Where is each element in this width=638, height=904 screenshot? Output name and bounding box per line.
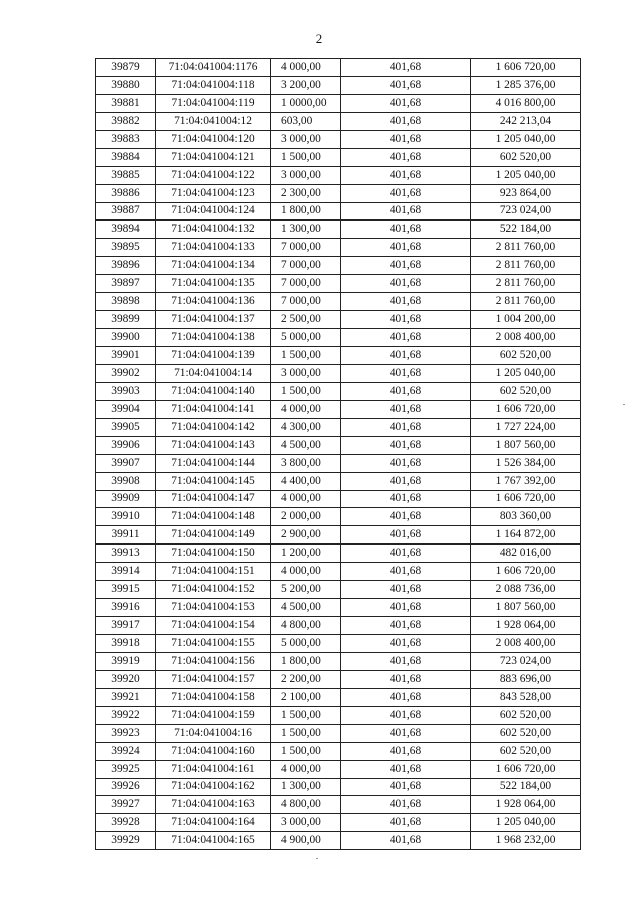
area-cell: 1 500,00 (271, 148, 341, 166)
cadastral-value-cell: 1 606 720,00 (471, 59, 581, 77)
cadastral-number-cell: 71:04:041004:150 (156, 544, 271, 562)
specific-value-cell: 401,68 (341, 670, 471, 688)
cadastral-number-cell: 71:04:041004:135 (156, 275, 271, 293)
specific-value-cell: 401,68 (341, 166, 471, 184)
area-cell: 4 000,00 (271, 400, 341, 418)
cadastral-value-cell: 1 004 200,00 (471, 311, 581, 329)
cadastral-value-cell: 1 968 232,00 (471, 832, 581, 850)
row-number-cell: 39880 (96, 76, 156, 94)
specific-value-cell: 401,68 (341, 832, 471, 850)
table-row (96, 706, 581, 724)
specific-value-cell: 401,68 (341, 112, 471, 130)
land-cadastral-value-table (95, 58, 581, 850)
cadastral-value-cell: 1 205 040,00 (471, 814, 581, 832)
table-row (96, 166, 581, 184)
specific-value-cell: 401,68 (341, 347, 471, 365)
row-number-cell: 39929 (96, 832, 156, 850)
specific-value-cell: 401,68 (341, 688, 471, 706)
cadastral-number-cell: 71:04:041004:161 (156, 760, 271, 778)
cadastral-value-cell: 4 016 800,00 (471, 94, 581, 112)
row-number-cell: 39914 (96, 563, 156, 581)
row-number-cell: 39910 (96, 508, 156, 526)
cadastral-value-cell: 2 811 760,00 (471, 239, 581, 257)
table-row (96, 742, 581, 760)
cadastral-value-cell: 1 606 720,00 (471, 760, 581, 778)
specific-value-cell: 401,68 (341, 364, 471, 382)
specific-value-cell: 401,68 (341, 382, 471, 400)
row-number-cell: 39884 (96, 148, 156, 166)
cadastral-number-cell: 71:04:041004:138 (156, 329, 271, 347)
area-cell: 1 500,00 (271, 706, 341, 724)
area-cell: 3 800,00 (271, 454, 341, 472)
cadastral-value-cell: 1 807 560,00 (471, 599, 581, 617)
area-cell: 1 500,00 (271, 742, 341, 760)
cadastral-value-cell: 1 285 376,00 (471, 76, 581, 94)
cadastral-number-cell: 71:04:041004:163 (156, 796, 271, 814)
cadastral-number-cell: 71:04:041004:149 (156, 526, 271, 544)
table-row (96, 400, 581, 418)
specific-value-cell: 401,68 (341, 76, 471, 94)
row-number-cell: 39882 (96, 112, 156, 130)
cadastral-value-cell: 2 008 400,00 (471, 329, 581, 347)
cadastral-value-cell: 1 606 720,00 (471, 563, 581, 581)
specific-value-cell: 401,68 (341, 436, 471, 454)
scan-speck (316, 858, 318, 859)
table-row (96, 724, 581, 742)
row-number-cell: 39895 (96, 239, 156, 257)
specific-value-cell: 401,68 (341, 257, 471, 275)
area-cell: 4 000,00 (271, 490, 341, 508)
specific-value-cell: 401,68 (341, 329, 471, 347)
table-body (96, 59, 581, 850)
table-row (96, 832, 581, 850)
specific-value-cell: 401,68 (341, 472, 471, 490)
table-row (96, 94, 581, 112)
specific-value-cell: 401,68 (341, 130, 471, 148)
cadastral-value-cell: 602 520,00 (471, 347, 581, 365)
specific-value-cell: 401,68 (341, 581, 471, 599)
table-row (96, 311, 581, 329)
specific-value-cell: 401,68 (341, 796, 471, 814)
area-cell: 4 000,00 (271, 59, 341, 77)
area-cell: 2 100,00 (271, 688, 341, 706)
table-row (96, 220, 581, 238)
table-row (96, 257, 581, 275)
specific-value-cell: 401,68 (341, 59, 471, 77)
area-cell: 2 500,00 (271, 311, 341, 329)
table-row (96, 275, 581, 293)
area-cell: 2 000,00 (271, 508, 341, 526)
table-row (96, 436, 581, 454)
row-number-cell: 39913 (96, 544, 156, 562)
cadastral-number-cell: 71:04:041004:14 (156, 364, 271, 382)
table-row (96, 472, 581, 490)
area-cell: 4 300,00 (271, 418, 341, 436)
area-cell: 5 200,00 (271, 581, 341, 599)
specific-value-cell: 401,68 (341, 400, 471, 418)
table-row (96, 617, 581, 635)
cadastral-value-cell: 1 767 392,00 (471, 472, 581, 490)
row-number-cell: 39902 (96, 364, 156, 382)
cadastral-number-cell: 71:04:041004:162 (156, 778, 271, 796)
page-number: 2 (315, 31, 323, 46)
area-cell: 7 000,00 (271, 239, 341, 257)
area-cell: 4 900,00 (271, 832, 341, 850)
cadastral-value-cell: 1 164 872,00 (471, 526, 581, 544)
specific-value-cell: 401,68 (341, 275, 471, 293)
cadastral-number-cell: 71:04:041004:143 (156, 436, 271, 454)
row-number-cell: 39923 (96, 724, 156, 742)
area-cell: 7 000,00 (271, 275, 341, 293)
specific-value-cell: 401,68 (341, 778, 471, 796)
cadastral-number-cell: 71:04:041004:136 (156, 293, 271, 311)
row-number-cell: 39898 (96, 293, 156, 311)
area-cell: 1 800,00 (271, 202, 341, 220)
area-cell: 4 400,00 (271, 472, 341, 490)
table-row (96, 526, 581, 544)
scan-speck (623, 404, 625, 405)
table-row (96, 184, 581, 202)
cadastral-value-cell: 602 520,00 (471, 724, 581, 742)
cadastral-number-cell: 71:04:041004:154 (156, 617, 271, 635)
cadastral-value-cell: 602 520,00 (471, 742, 581, 760)
cadastral-number-cell: 71:04:041004:158 (156, 688, 271, 706)
table-row (96, 454, 581, 472)
cadastral-number-cell: 71:04:041004:160 (156, 742, 271, 760)
cadastral-value-cell: 923 864,00 (471, 184, 581, 202)
row-number-cell: 39894 (96, 220, 156, 238)
table-row (96, 599, 581, 617)
cadastral-value-cell: 1 928 064,00 (471, 796, 581, 814)
specific-value-cell: 401,68 (341, 706, 471, 724)
row-number-cell: 39917 (96, 617, 156, 635)
table-row (96, 670, 581, 688)
specific-value-cell: 401,68 (341, 635, 471, 653)
cadastral-value-cell: 242 213,04 (471, 112, 581, 130)
cadastral-number-cell: 71:04:041004:165 (156, 832, 271, 850)
area-cell: 3 000,00 (271, 364, 341, 382)
cadastral-value-cell: 1 205 040,00 (471, 130, 581, 148)
cadastral-number-cell: 71:04:041004:147 (156, 490, 271, 508)
area-cell: 1 300,00 (271, 778, 341, 796)
area-cell: 4 000,00 (271, 760, 341, 778)
cadastral-number-cell: 71:04:041004:159 (156, 706, 271, 724)
specific-value-cell: 401,68 (341, 490, 471, 508)
specific-value-cell: 401,68 (341, 724, 471, 742)
cadastral-number-cell: 71:04:041004:118 (156, 76, 271, 94)
cadastral-number-cell: 71:04:041004:132 (156, 220, 271, 238)
table-row (96, 563, 581, 581)
area-cell: 4 500,00 (271, 599, 341, 617)
table-row (96, 59, 581, 77)
row-number-cell: 39927 (96, 796, 156, 814)
row-number-cell: 39905 (96, 418, 156, 436)
row-number-cell: 39909 (96, 490, 156, 508)
specific-value-cell: 401,68 (341, 311, 471, 329)
cadastral-value-cell: 723 024,00 (471, 652, 581, 670)
table-row (96, 382, 581, 400)
cadastral-value-cell: 843 528,00 (471, 688, 581, 706)
row-number-cell: 39918 (96, 635, 156, 653)
table-row (96, 688, 581, 706)
area-cell: 1 200,00 (271, 544, 341, 562)
row-number-cell: 39915 (96, 581, 156, 599)
cadastral-value-cell: 2 008 400,00 (471, 635, 581, 653)
cadastral-number-cell: 71:04:041004:141 (156, 400, 271, 418)
cadastral-value-cell: 1 526 384,00 (471, 454, 581, 472)
specific-value-cell: 401,68 (341, 293, 471, 311)
row-number-cell: 39908 (96, 472, 156, 490)
cadastral-number-cell: 71:04:041004:122 (156, 166, 271, 184)
cadastral-value-cell: 2 811 760,00 (471, 257, 581, 275)
table-row (96, 76, 581, 94)
cadastral-number-cell: 71:04:041004:164 (156, 814, 271, 832)
row-number-cell: 39926 (96, 778, 156, 796)
specific-value-cell: 401,68 (341, 599, 471, 617)
row-number-cell: 39925 (96, 760, 156, 778)
row-number-cell: 39901 (96, 347, 156, 365)
cadastral-value-cell: 1 606 720,00 (471, 400, 581, 418)
area-cell: 2 200,00 (271, 670, 341, 688)
area-cell: 3 000,00 (271, 130, 341, 148)
cadastral-number-cell: 71:04:041004:137 (156, 311, 271, 329)
area-cell: 3 200,00 (271, 76, 341, 94)
table-row (96, 635, 581, 653)
area-cell: 1 300,00 (271, 220, 341, 238)
table-row (96, 418, 581, 436)
specific-value-cell: 401,68 (341, 742, 471, 760)
cadastral-value-cell: 1 928 064,00 (471, 617, 581, 635)
row-number-cell: 39896 (96, 257, 156, 275)
specific-value-cell: 401,68 (341, 814, 471, 832)
cadastral-number-cell: 71:04:041004:145 (156, 472, 271, 490)
area-cell: 1 500,00 (271, 724, 341, 742)
cadastral-value-cell: 1 727 224,00 (471, 418, 581, 436)
table-row (96, 508, 581, 526)
cadastral-number-cell: 71:04:041004:16 (156, 724, 271, 742)
area-cell: 7 000,00 (271, 257, 341, 275)
specific-value-cell: 401,68 (341, 202, 471, 220)
table-row (96, 364, 581, 382)
cadastral-number-cell: 71:04:041004:119 (156, 94, 271, 112)
table-row (96, 778, 581, 796)
row-number-cell: 39920 (96, 670, 156, 688)
area-cell: 1 500,00 (271, 382, 341, 400)
table-row (96, 490, 581, 508)
table-row (96, 239, 581, 257)
cadastral-number-cell: 71:04:041004:140 (156, 382, 271, 400)
cadastral-number-cell: 71:04:041004:153 (156, 599, 271, 617)
area-cell: 1 800,00 (271, 652, 341, 670)
cadastral-number-cell: 71:04:041004:120 (156, 130, 271, 148)
cadastral-number-cell: 71:04:041004:139 (156, 347, 271, 365)
area-cell: 4 500,00 (271, 436, 341, 454)
area-cell: 4 800,00 (271, 796, 341, 814)
area-cell: 2 300,00 (271, 184, 341, 202)
cadastral-number-cell: 71:04:041004:142 (156, 418, 271, 436)
cadastral-value-cell: 522 184,00 (471, 778, 581, 796)
specific-value-cell: 401,68 (341, 148, 471, 166)
specific-value-cell: 401,68 (341, 526, 471, 544)
table-row (96, 544, 581, 562)
cadastral-value-cell: 1 807 560,00 (471, 436, 581, 454)
row-number-cell: 39885 (96, 166, 156, 184)
table-row (96, 814, 581, 832)
cadastral-value-cell: 2 088 736,00 (471, 581, 581, 599)
table-row (96, 760, 581, 778)
table-row (96, 347, 581, 365)
specific-value-cell: 401,68 (341, 184, 471, 202)
cadastral-number-cell: 71:04:041004:1176 (156, 59, 271, 77)
row-number-cell: 39899 (96, 311, 156, 329)
table-row (96, 581, 581, 599)
cadastral-number-cell: 71:04:041004:133 (156, 239, 271, 257)
cadastral-value-cell: 803 360,00 (471, 508, 581, 526)
cadastral-value-cell: 2 811 760,00 (471, 293, 581, 311)
specific-value-cell: 401,68 (341, 239, 471, 257)
cadastral-value-cell: 1 606 720,00 (471, 490, 581, 508)
row-number-cell: 39886 (96, 184, 156, 202)
specific-value-cell: 401,68 (341, 418, 471, 436)
specific-value-cell: 401,68 (341, 508, 471, 526)
area-cell: 7 000,00 (271, 293, 341, 311)
cadastral-number-cell: 71:04:041004:151 (156, 563, 271, 581)
cadastral-value-cell: 602 520,00 (471, 382, 581, 400)
table-row (96, 652, 581, 670)
specific-value-cell: 401,68 (341, 652, 471, 670)
area-cell: 1 500,00 (271, 347, 341, 365)
row-number-cell: 39881 (96, 94, 156, 112)
area-cell: 3 000,00 (271, 814, 341, 832)
specific-value-cell: 401,68 (341, 220, 471, 238)
table-row (96, 796, 581, 814)
area-cell: 4 000,00 (271, 563, 341, 581)
table-row (96, 112, 581, 130)
table-row (96, 202, 581, 220)
specific-value-cell: 401,68 (341, 454, 471, 472)
row-number-cell: 39916 (96, 599, 156, 617)
area-cell: 1 0000,00 (271, 94, 341, 112)
cadastral-value-cell: 883 696,00 (471, 670, 581, 688)
area-cell: 603,00 (271, 112, 341, 130)
cadastral-number-cell: 71:04:041004:157 (156, 670, 271, 688)
cadastral-number-cell: 71:04:041004:152 (156, 581, 271, 599)
cadastral-number-cell: 71:04:041004:155 (156, 635, 271, 653)
specific-value-cell: 401,68 (341, 760, 471, 778)
area-cell: 4 800,00 (271, 617, 341, 635)
row-number-cell: 39907 (96, 454, 156, 472)
specific-value-cell: 401,68 (341, 563, 471, 581)
cadastral-value-cell: 2 811 760,00 (471, 275, 581, 293)
row-number-cell: 39904 (96, 400, 156, 418)
cadastral-number-cell: 71:04:041004:123 (156, 184, 271, 202)
table-row (96, 148, 581, 166)
row-number-cell: 39924 (96, 742, 156, 760)
cadastral-value-cell: 723 024,00 (471, 202, 581, 220)
row-number-cell: 39919 (96, 652, 156, 670)
row-number-cell: 39911 (96, 526, 156, 544)
area-cell: 5 000,00 (271, 329, 341, 347)
cadastral-number-cell: 71:04:041004:121 (156, 148, 271, 166)
specific-value-cell: 401,68 (341, 617, 471, 635)
row-number-cell: 39922 (96, 706, 156, 724)
cadastral-number-cell: 71:04:041004:148 (156, 508, 271, 526)
cadastral-value-cell: 602 520,00 (471, 706, 581, 724)
row-number-cell: 39887 (96, 202, 156, 220)
table-row (96, 293, 581, 311)
cadastral-number-cell: 71:04:041004:134 (156, 257, 271, 275)
row-number-cell: 39900 (96, 329, 156, 347)
cadastral-number-cell: 71:04:041004:12 (156, 112, 271, 130)
cadastral-value-cell: 1 205 040,00 (471, 166, 581, 184)
cadastral-value-cell: 522 184,00 (471, 220, 581, 238)
cadastral-number-cell: 71:04:041004:156 (156, 652, 271, 670)
row-number-cell: 39928 (96, 814, 156, 832)
row-number-cell: 39897 (96, 275, 156, 293)
table-row (96, 329, 581, 347)
cadastral-number-cell: 71:04:041004:124 (156, 202, 271, 220)
row-number-cell: 39921 (96, 688, 156, 706)
row-number-cell: 39879 (96, 59, 156, 77)
area-cell: 3 000,00 (271, 166, 341, 184)
row-number-cell: 39906 (96, 436, 156, 454)
cadastral-value-cell: 1 205 040,00 (471, 364, 581, 382)
specific-value-cell: 401,68 (341, 544, 471, 562)
cadastral-value-cell: 602 520,00 (471, 148, 581, 166)
table-row (96, 130, 581, 148)
row-number-cell: 39883 (96, 130, 156, 148)
area-cell: 5 000,00 (271, 635, 341, 653)
specific-value-cell: 401,68 (341, 94, 471, 112)
cadastral-number-cell: 71:04:041004:144 (156, 454, 271, 472)
row-number-cell: 39903 (96, 382, 156, 400)
area-cell: 2 900,00 (271, 526, 341, 544)
cadastral-value-cell: 482 016,00 (471, 544, 581, 562)
